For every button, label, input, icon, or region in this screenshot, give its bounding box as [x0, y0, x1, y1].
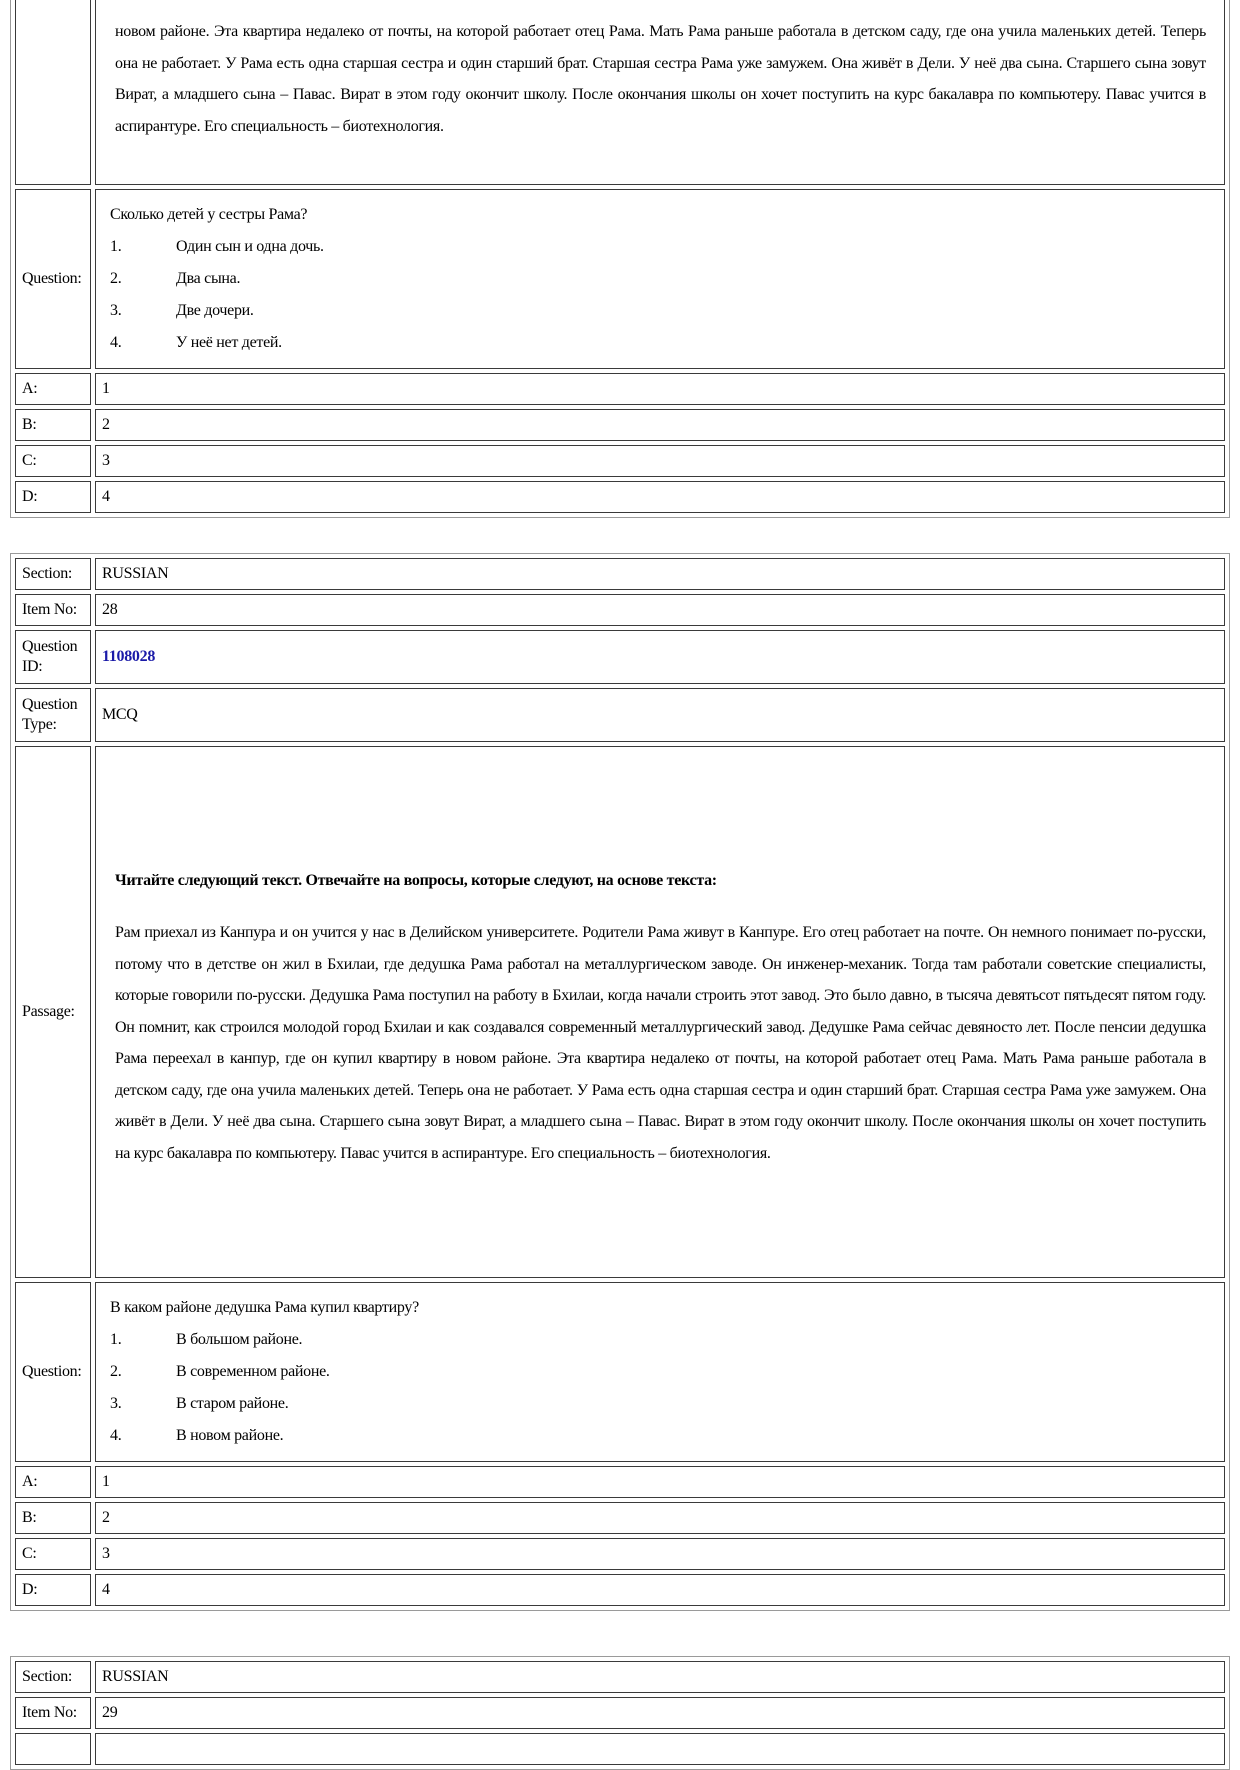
question-stem: В каком районе дедушка Рама купил квартиру?	[110, 1299, 419, 1316]
question-text	[95, 189, 1225, 369]
section-value: RUSSIAN	[95, 1661, 1225, 1693]
option-number: 3.	[110, 1395, 122, 1412]
option-text: Один сын и одна дочь.	[176, 238, 324, 255]
option-item	[110, 327, 1210, 359]
answer-c-value: 3	[95, 445, 1225, 477]
passage-paragraph: Рам приехал из Канпура и он учится у нас в Делийском университете. Родители Рама живут в Канпуре. Его отец работает на почте. Он немного понимает по-русски, потому что в детстве он жил в Бхилаи, где дедушка Рама работал на металлургическом заводе. Он инженер-механик. Тогда там работали советские специалисты, которые говорили по-русски. Дедушка Рама поступил на работу в Бхилаи, когда начали строить этот завод. Это было давно, в тысяча девятьсот пятьдесят пятом году. Он помнит, как строился молодой город Бхилаи и как создавался современный металлургический завод. Дедушке Рама сейчас девяносто лет. После пенсии дедушка Рама переехал в канпур, где он купил квартиру в новом районе. Эта квартира недалеко от почты, на которой работает отец Рама. Мать Рама раньше работала в детском саду, где она учила маленьких детей. Теперь она не работает. У Рама есть одна старшая сестра и один старший брат. Старшая сестра Рама уже замужем. Она живёт в Дели. У неё два сына. Старшего сына зовут Вират, а младшего сына – Павас. Вират в этом году окончит школу. После окончания школы он хочет поступить на курс бакалавра по компьютеру. Павас учится в аспирантуре. Его специальность – биотехнология.	[115, 924, 1206, 1162]
question-type-label: Question Type:	[15, 688, 91, 742]
answer-c-label: C:	[15, 1538, 91, 1570]
question-stem: Сколько детей у сестры Рама?	[110, 206, 308, 223]
option-number: 2.	[110, 270, 122, 287]
answer-a-label: A:	[15, 373, 91, 405]
option-item	[110, 295, 1210, 327]
question-block-28	[10, 553, 1230, 1611]
question-id-value: 1108028	[95, 630, 1225, 684]
answer-c-label: C:	[15, 445, 91, 477]
answer-d-label: D:	[15, 1574, 91, 1606]
option-list	[110, 1324, 1210, 1452]
passage-heading: Читайте следующий текст. Отвечайте на вопросы, которые следуют, на основе текста:	[115, 871, 717, 889]
option-number: 1.	[110, 1331, 122, 1348]
next-row-label	[15, 1733, 91, 1765]
answer-a-value: 1	[95, 373, 1225, 405]
question-text	[95, 1282, 1225, 1462]
answer-b-label: B:	[15, 1502, 91, 1534]
question-type-value: MCQ	[95, 688, 1225, 742]
option-text: Две дочери.	[176, 302, 254, 319]
answer-b-value: 2	[95, 409, 1225, 441]
option-number: 4.	[110, 334, 122, 351]
item-no-value: 29	[95, 1697, 1225, 1729]
answer-c-value: 3	[95, 1538, 1225, 1570]
option-number: 1.	[110, 238, 122, 255]
option-item	[110, 1356, 1210, 1388]
option-item	[110, 231, 1210, 263]
question-block-29	[10, 1656, 1230, 1770]
answer-d-label: D:	[15, 481, 91, 513]
option-text: В новом районе.	[176, 1427, 284, 1444]
option-item	[110, 1388, 1210, 1420]
answer-a-value: 1	[95, 1466, 1225, 1498]
option-number: 4.	[110, 1427, 122, 1444]
answer-d-value: 4	[95, 481, 1225, 513]
question-id-label: Question ID:	[15, 630, 91, 684]
section-value: RUSSIAN	[95, 558, 1225, 590]
answer-a-label: A:	[15, 1466, 91, 1498]
answer-d-value: 4	[95, 1574, 1225, 1606]
option-list	[110, 231, 1210, 359]
option-item	[110, 1420, 1210, 1452]
item-no-value: 28	[95, 594, 1225, 626]
passage-text	[95, 0, 1225, 185]
passage-label	[15, 0, 91, 185]
section-label: Section:	[15, 558, 91, 590]
option-text: В большом районе.	[176, 1331, 303, 1348]
option-text: У неё нет детей.	[176, 334, 282, 351]
option-number: 2.	[110, 1363, 122, 1380]
question-label: Question:	[15, 1282, 91, 1462]
option-item	[110, 1324, 1210, 1356]
answer-b-value: 2	[95, 1502, 1225, 1534]
item-no-label: Item No:	[15, 594, 91, 626]
item-no-label: Item No:	[15, 1697, 91, 1729]
section-label: Section:	[15, 1661, 91, 1693]
question-label: Question:	[15, 189, 91, 369]
question-block-27	[10, 0, 1230, 518]
option-text: В современном районе.	[176, 1363, 330, 1380]
next-row-value	[95, 1733, 1225, 1765]
option-number: 3.	[110, 302, 122, 319]
option-item	[110, 263, 1210, 295]
option-text: В старом районе.	[176, 1395, 289, 1412]
option-text: Два сына.	[176, 270, 241, 287]
passage-text	[95, 746, 1225, 1278]
answer-b-label: B:	[15, 409, 91, 441]
passage-label: Passage:	[15, 746, 91, 1278]
passage-paragraph: новом районе. Эта квартира недалеко от почты, на которой работает отец Рама. Мать Рама раньше работала в детском саду, где она учила маленьких детей. Теперь она не работает. У Рама есть одна старшая сестра и один старший брат. Старшая сестра Рама уже замужем. Она живёт в Дели. У неё два сына. Старшего сына зовут Вират, а младшего сына – Павас. Вират в этом году окончит школу. После окончания школы он хочет поступить на курс бакалавра по компьютеру. Павас учится в аспирантуре. Его специальность – биотехнология.	[115, 23, 1206, 135]
